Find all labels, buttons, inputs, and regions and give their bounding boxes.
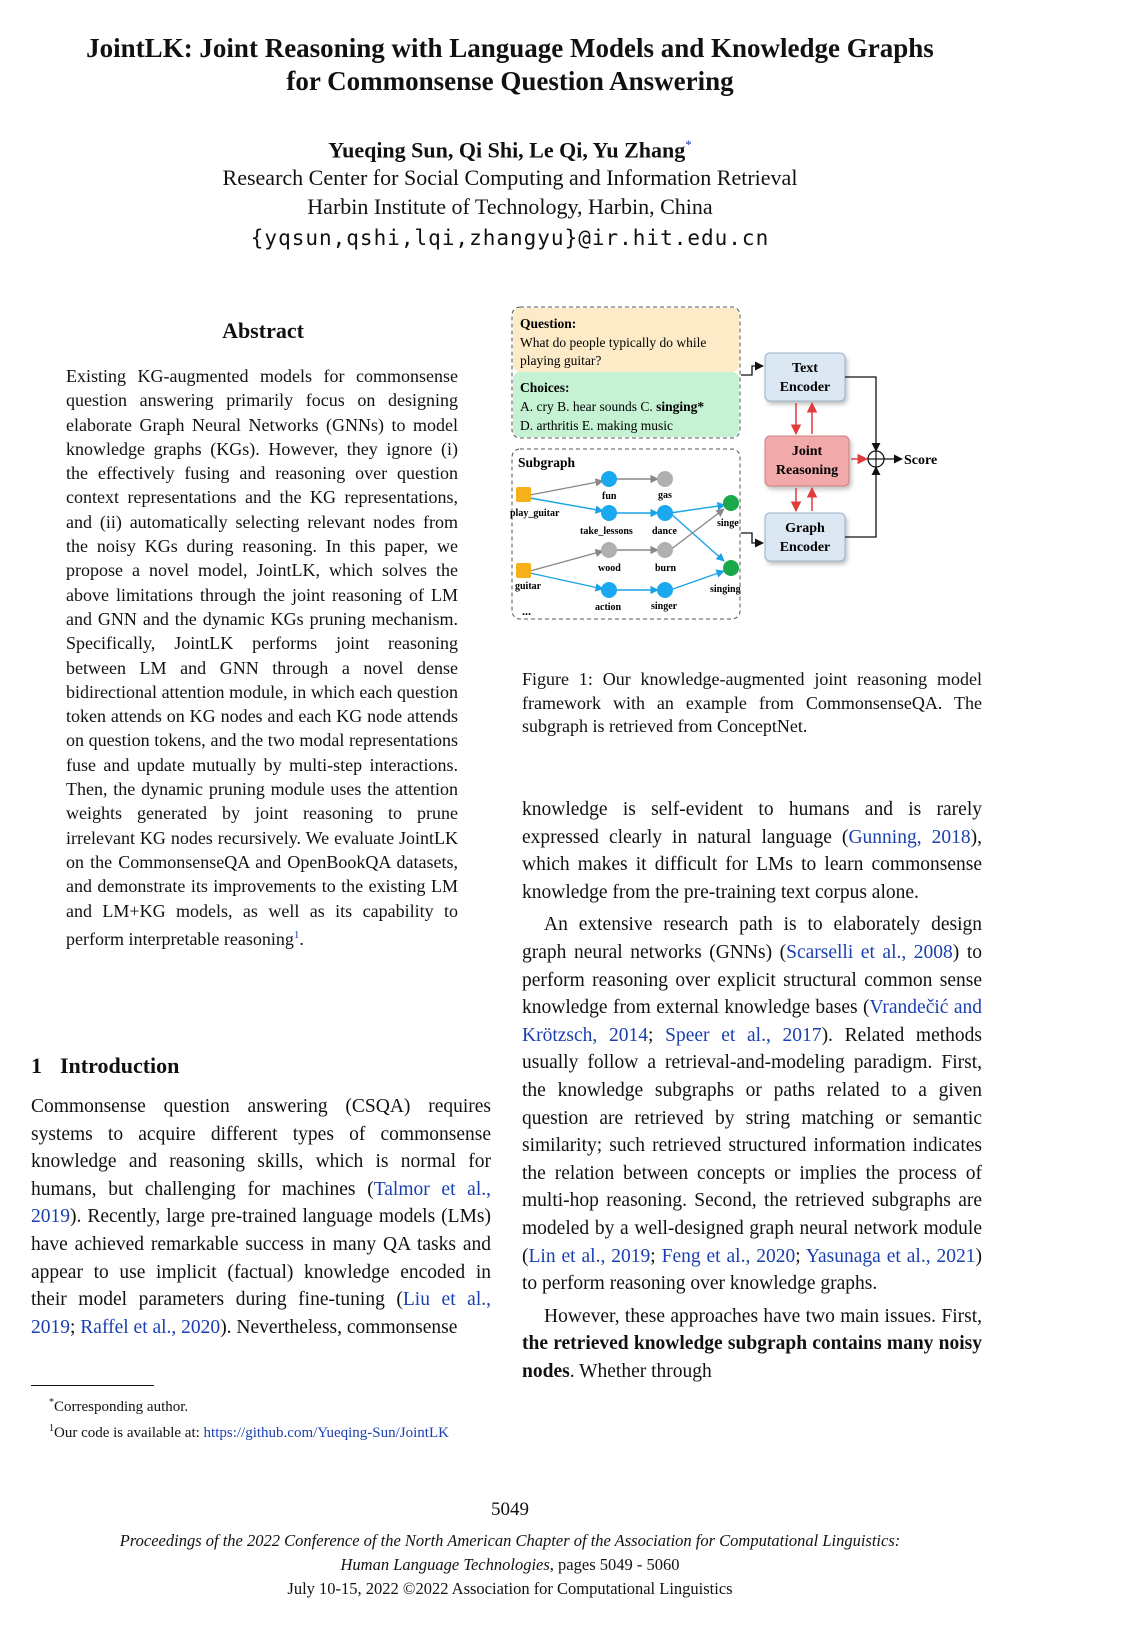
edge-guitar-wood	[530, 551, 603, 571]
label-wood: wood	[598, 563, 621, 574]
citation-feng[interactable]: Feng et al., 2020	[661, 1245, 796, 1267]
label-fun: fun	[602, 491, 617, 502]
edge-burn-singe	[670, 509, 724, 550]
choices-line-1	[520, 399, 704, 414]
paragraph	[522, 911, 982, 1297]
corresponding-mark[interactable]: *	[685, 137, 692, 152]
choices-line-2: D. arthritis E. making music	[520, 418, 673, 433]
correct-choice: singing*	[656, 399, 705, 414]
footnote-mark: *	[49, 1397, 54, 1408]
footnote-text: Corresponding author.	[54, 1399, 189, 1415]
node-dance	[657, 505, 673, 521]
section-heading-introduction	[31, 1053, 179, 1079]
node-singing	[723, 560, 739, 576]
label-singe: singe	[717, 518, 739, 529]
abstract-heading: Abstract	[222, 318, 304, 343]
subgraph-label: Subgraph	[518, 455, 576, 470]
proceedings-line-2-pages: , pages 5049 - 5060	[549, 1555, 680, 1574]
node-fun	[601, 471, 617, 487]
node-play-guitar	[516, 487, 531, 502]
choices-text: A. cry B. hear sounds C.	[520, 399, 657, 414]
text-encoder-line-1: Text	[792, 361, 818, 376]
bold-text: the retrieved knowledge subgraph contains many noisy nodes	[522, 1333, 982, 1382]
abstract-end: .	[299, 928, 304, 949]
choices-label: Choices:	[520, 380, 570, 395]
text-run: An extensive research path is to elaborately design graph neural networks (GNNs) (	[522, 914, 982, 963]
text-run: ;	[650, 1245, 662, 1267]
affiliation-line-2: Harbin Institute of Technology, Harbin, China	[307, 194, 713, 219]
arrow-text-to-encoder	[741, 366, 763, 375]
footnote-link-1[interactable]: 1	[293, 928, 300, 941]
citation-scarselli[interactable]: Scarselli et al., 2008	[786, 941, 953, 963]
text-encoder-line-2: Encoder	[779, 380, 831, 395]
section-title: Introduction	[60, 1053, 180, 1078]
citation-raffel[interactable]: Raffel et al., 2020	[80, 1316, 221, 1338]
affiliation-line-1: Research Center for Social Computing and Information Retrieval	[222, 165, 798, 190]
arrow-graph-to-sum	[845, 467, 876, 537]
score-label: Score	[904, 453, 938, 468]
node-gas	[657, 471, 673, 487]
paragraph	[522, 1303, 982, 1386]
citation-lin[interactable]: Lin et al., 2019	[528, 1245, 651, 1267]
arrow-graph-to-encoder	[741, 533, 763, 543]
question-line-1: What do people typically do while	[520, 335, 707, 350]
proceedings-line-1: Proceedings of the 2022 Conference of the North American Chapter of the Association for Computational Linguistics:	[119, 1531, 901, 1550]
citation-vrandecic[interactable]: Vrandečić and Krötzsch, 2014	[522, 997, 982, 1046]
text-run: ). Recently, large pre-trained language models (LMs) have achieved remarkable success in many QA tasks and appear to use implicit (factual) knowledge encoded in their model parameters during fine-tuning (	[31, 1206, 491, 1311]
email: {yqsun,qshi,lqi,zhangyu}@ir.hit.edu.cn	[250, 226, 770, 250]
text-run: knowledge is self-evident to humans and is rarely expressed clearly in natural language (	[522, 799, 982, 848]
authors	[0, 137, 1020, 163]
text-run: ;	[70, 1316, 81, 1338]
citation-gunning[interactable]: Gunning, 2018	[848, 826, 971, 848]
label-action: action	[595, 602, 622, 613]
graph-encoder-line-2: Encoder	[779, 540, 831, 555]
node-guitar	[516, 563, 531, 578]
graph-encoder-line-1: Graph	[785, 521, 825, 536]
question-line-2: playing guitar?	[520, 353, 602, 368]
citation-speer[interactable]: Speer et al., 2017	[665, 1024, 822, 1046]
text-run: Commonsense question answering (CSQA) requires systems to acquire different types of commonsense knowledge and reasoning skills, which is normal for humans, but challenging for machines (	[31, 1096, 491, 1200]
page-number: 5049	[491, 1499, 529, 1520]
footnote-text: Our code is available at:	[54, 1425, 204, 1441]
edge-dance-singe	[670, 505, 725, 513]
paragraph	[522, 796, 982, 906]
proceedings-footer	[0, 1529, 1020, 1601]
label-ellipsis: ...	[522, 604, 531, 618]
proceedings-line-2-italic: Human Language Technologies	[340, 1555, 550, 1574]
label-take-lessons: take_lessons	[580, 526, 633, 537]
label-guitar: guitar	[515, 581, 542, 592]
node-singer	[657, 582, 673, 598]
edge-play-fun	[530, 481, 603, 495]
figure-1-caption: Figure 1: Our knowledge-augmented joint reasoning model framework with an example from CommonsenseQA. The subgraph is retrieved from ConceptNet.	[522, 669, 982, 737]
text-run: However, these approaches have two main issues. First,	[544, 1305, 982, 1327]
node-take-lessons	[601, 505, 617, 521]
section-number: 1	[31, 1053, 42, 1078]
label-burn: burn	[655, 563, 677, 574]
figure-1-diagram	[510, 303, 980, 648]
node-wood	[601, 542, 617, 558]
joint-reasoning-line-2: Reasoning	[775, 463, 839, 478]
footnote-2	[31, 1418, 491, 1444]
text-run: ;	[795, 1245, 806, 1267]
text-run: ). Nevertheless, commonsense	[220, 1316, 458, 1338]
intro-left-paragraph	[31, 1093, 491, 1341]
footnote-1	[31, 1392, 491, 1418]
citation-liu[interactable]: Liu et al., 2019	[31, 1289, 491, 1338]
footnote-rule	[31, 1385, 154, 1386]
label-singer: singer	[651, 601, 678, 612]
code-link[interactable]: https://github.com/Yueqing-Sun/JointLK	[203, 1425, 449, 1441]
footnote-mark: 1	[49, 1423, 54, 1434]
title-line-1: JointLK: Joint Reasoning with Language Models and Knowledge Graphs	[86, 33, 934, 63]
text-run: ). Related methods usually follow a retrieval-and-modeling paradigm. First, the knowledge subgraphs or paths related to a given question are retrieved by string matching or semantic similarity; such retrieved structured information indicates the relation between concepts or implies the process of multi-hop reasoning. Second, the retrieved subgraphs are modeled by a well-designed graph neural network module (	[522, 1024, 982, 1267]
label-singing: singing	[710, 584, 741, 595]
edge-dance-singing	[670, 513, 724, 561]
text-run: ;	[647, 1024, 666, 1046]
question-label: Question:	[520, 316, 577, 331]
joint-reasoning-line-1: Joint	[791, 444, 823, 459]
abstract-text	[66, 364, 458, 951]
citation-yasunaga[interactable]: Yasunaga et al., 2021	[805, 1245, 976, 1267]
citation-talmor[interactable]: Talmor et al., 2019	[31, 1178, 491, 1228]
arrow-text-to-sum	[845, 377, 876, 451]
intro-right-column	[522, 796, 982, 1385]
node-action	[601, 582, 617, 598]
abstract-body: Existing KG-augmented models for commonsense question answering primarily focus on designing elaborate Graph Neural Networks (GNNs) to model knowledge graphs (KGs). However, they ignore (i) the effectively fusing and reasoning over question context representations and the KG representations, and (ii) automatically selecting relevant nodes from the noisy KGs during reasoning. In this paper, we propose a novel model, JointLK, which solves the above limitations through the joint reasoning of LM and GNN and the dynamic KGs pruning mechanism. Specifically, JointLK performs joint reasoning between LM and GNN through a novel dense bidirectional attention module, in which each question token attends on KG nodes and each KG node attends on question tokens, and the two modal representations fuse and update mutually by multi-step interactions. Then, the dynamic pruning module uses the attention weights generated by joint reasoning to prune irrelevant KG nodes recursively. We evaluate JointLK on the CommonsenseQA and OpenBookQA datasets, and demonstrate its improvements to the existing LM and LM+KG models, as well as its capability to perform interpretable reasoning	[66, 366, 458, 949]
footnotes	[31, 1392, 491, 1444]
text-run: . Whether through	[569, 1360, 712, 1382]
node-singe	[723, 495, 739, 511]
title-line-2: for Commonsense Question Answering	[286, 66, 734, 96]
text-run: ) to perform reasoning over knowledge graphs.	[522, 1245, 982, 1295]
label-dance: dance	[652, 526, 677, 537]
node-burn	[657, 542, 673, 558]
proceedings-line-3: July 10-15, 2022 ©2022 Association for Computational Linguistics	[287, 1579, 733, 1598]
text-run: ), which makes it difficult for LMs to learn commonsense knowledge from the pre-training text corpus alone.	[522, 826, 982, 903]
paper-title	[0, 32, 1020, 98]
label-play-guitar: play_guitar	[510, 508, 560, 519]
author-names: Yueqing Sun, Qi Shi, Le Qi, Yu Zhang	[328, 137, 686, 163]
label-gas: gas	[658, 490, 672, 501]
text-run: ) to perform reasoning over explicit structural common sense knowledge from external knowledge bases (	[522, 941, 982, 1019]
